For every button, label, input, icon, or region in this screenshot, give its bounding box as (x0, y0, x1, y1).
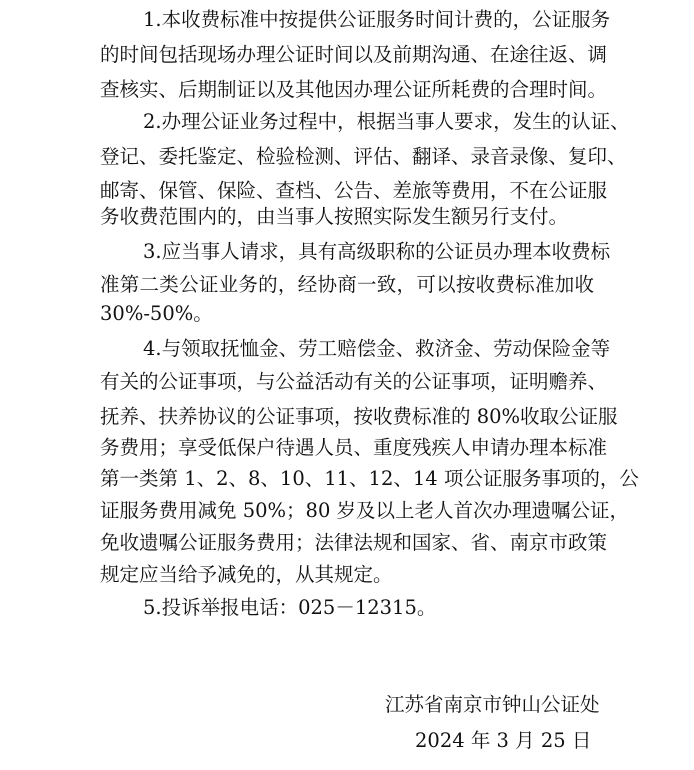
paragraph-2-line-4: 务收费范围内的，由当事人按照实际发生额另行支付。 (100, 205, 569, 228)
paragraph-4-line-6: 证服务费用减免 50%；80 岁及以上老人首次办理遗嘱公证， (100, 499, 630, 522)
paragraph-4-line-4: 务费用；享受低保户待遇人员、重度残疾人申请办理本标准 (100, 436, 608, 459)
paragraph-2-line-3: 邮寄、保管、保险、查档、公告、差旅等费用，不在公证服 (100, 179, 608, 202)
complaint-hotline: 5.投诉举报电话：025－12315。 (143, 596, 437, 619)
paragraph-4-line-7: 免收遗嘱公证服务费用；法律法规和国家、省、南京市政策 (100, 531, 608, 554)
issue-date: 2024 年 3 月 25 日 (415, 729, 592, 752)
paragraph-4-line-5: 第一类第 1、2、8、10、11、12、14 项公证服务事项的，公 (100, 467, 639, 490)
paragraph-1-line-2: 的时间包括现场办理公证时间以及前期沟通、在途往返、调 (100, 43, 608, 66)
paragraph-4-line-1: 4.与领取抚恤金、劳工赔偿金、救济金、劳动保险金等 (143, 337, 611, 360)
paragraph-1-line-1: 1.本收费标准中按提供公证服务时间计费的，公证服务 (143, 8, 611, 31)
paragraph-4-line-3: 抚养、扶养协议的公证事项，按收费标准的 80%收取公证服 (100, 405, 618, 428)
paragraph-4-line-8: 规定应当给予减免的，从其规定。 (100, 563, 393, 586)
paragraph-2-line-1: 2.办理公证业务过程中，根据当事人要求，发生的认证、 (143, 110, 630, 133)
paragraph-3-line-1: 3.应当事人请求，具有高级职称的公证员办理本收费标 (143, 240, 611, 263)
paragraph-2-line-2: 登记、委托鉴定、检验检测、评估、翻译、录音录像、复印、 (100, 145, 627, 168)
paragraph-4-line-2: 有关的公证事项，与公益活动有关的公证事项，证明赡养、 (100, 370, 608, 393)
paragraph-1-line-3: 查核实、后期制证以及其他因办理公证所耗费的合理时间。 (100, 78, 608, 101)
issuing-organization: 江苏省南京市钟山公证处 (385, 693, 600, 716)
paragraph-3-line-3: 30%-50%。 (100, 302, 213, 325)
paragraph-3-line-2: 准第二类公证业务的，经协商一致，可以按收费标准加收 (100, 273, 594, 296)
